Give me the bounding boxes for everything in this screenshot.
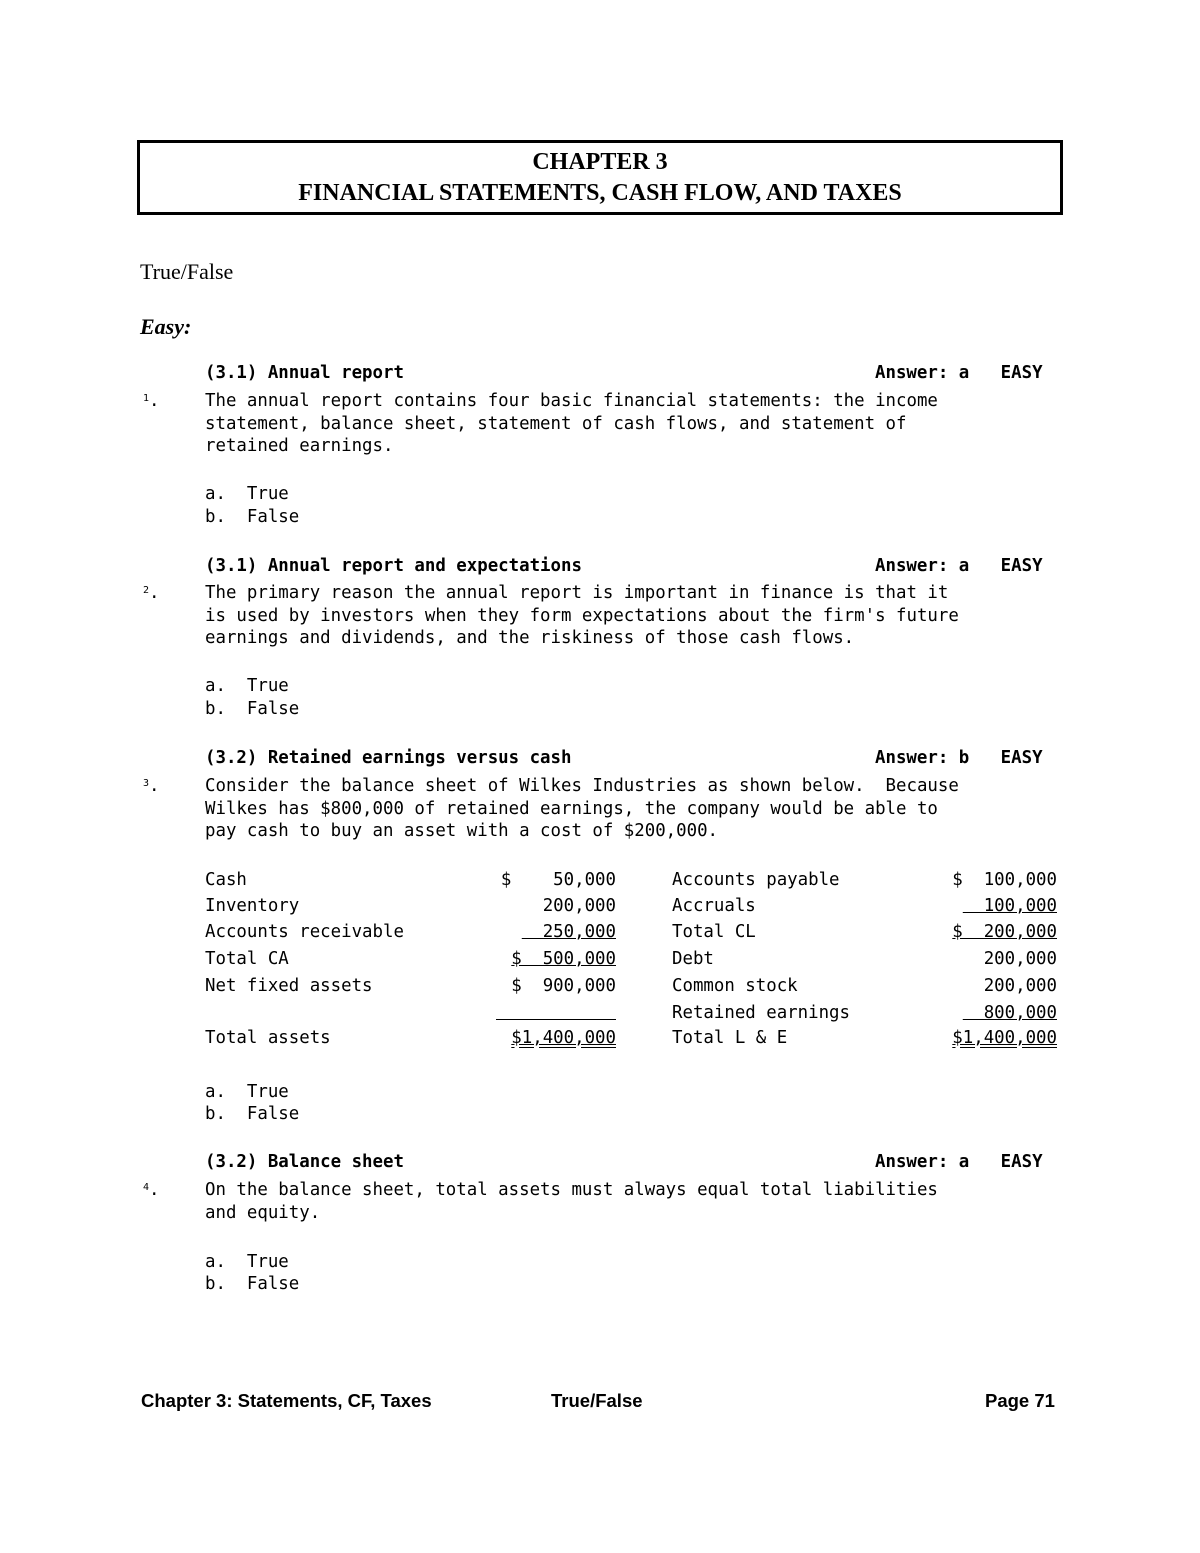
- asset-label: Accounts receivable: [205, 922, 404, 942]
- question-text: Consider the balance sheet of Wilkes Industries as shown below. Because Wilkes has $800,000 of retained earnings, the company would be able to pay cash to buy an asset with a cost of $200,000.: [205, 776, 959, 841]
- liability-value: 200,000: [983, 949, 1057, 969]
- asset-label: Total CA: [205, 949, 289, 969]
- section-heading: True/False: [140, 259, 234, 284]
- question-topic: (3.1) Annual report and expectations: [205, 556, 582, 576]
- liability-label: Accruals: [672, 896, 756, 916]
- asset-label: Cash: [205, 870, 247, 890]
- question-number: $^2$.: [143, 583, 160, 603]
- asset-value: 200,000: [542, 896, 616, 916]
- difficulty-heading: Easy:: [140, 314, 192, 339]
- liability-value: $ 100,000: [952, 870, 1057, 890]
- question-text: The annual report contains four basic financial statements: the income statement, balance sheet, statement of cash flows, and statement of retained earnings.: [205, 391, 938, 456]
- question-text: The primary reason the annual report is important in finance is that it is used by investors when they form expectations about the firm's future earnings and dividends, and the riskiness of those cash flows.: [205, 583, 959, 648]
- question-answer: Answer: a EASY: [875, 363, 1043, 383]
- asset-label: Net fixed assets: [205, 976, 373, 996]
- option-b: b. False: [205, 1274, 300, 1294]
- liability-value: $ 200,000: [952, 922, 1057, 942]
- footer-chapter: Chapter 3: Statements, CF, Taxes: [141, 1390, 432, 1411]
- question-answer: Answer: a EASY: [875, 1152, 1043, 1172]
- option-a: a. True: [205, 1082, 289, 1102]
- asset-value: $ 500,000: [511, 949, 616, 969]
- footer-page-number: Page 71: [985, 1390, 1055, 1411]
- option-b: b. False: [205, 1104, 300, 1124]
- liability-value: 800,000: [962, 1003, 1057, 1023]
- question-number: $^1$.: [143, 391, 160, 411]
- question-answer: Answer: a EASY: [875, 556, 1043, 576]
- asset-value: $1,400,000: [511, 1028, 616, 1048]
- chapter-number: CHAPTER 3: [532, 149, 668, 175]
- option-a: a. True: [205, 1252, 289, 1272]
- asset-value: 250,000: [521, 922, 616, 942]
- liability-label: Debt: [672, 949, 714, 969]
- subtotal-rule: [496, 1019, 616, 1020]
- question-topic: (3.1) Annual report: [205, 363, 404, 383]
- liability-value: $1,400,000: [952, 1028, 1057, 1048]
- liability-label: Retained earnings: [672, 1003, 850, 1023]
- asset-label: Inventory: [205, 896, 300, 916]
- question-number: $^4$.: [143, 1180, 160, 1200]
- question-topic: (3.2) Retained earnings versus cash: [205, 748, 572, 768]
- asset-value: $ 900,000: [511, 976, 616, 996]
- question-topic: (3.2) Balance sheet: [205, 1152, 404, 1172]
- liability-value: 100,000: [962, 896, 1057, 916]
- option-a: a. True: [205, 676, 289, 696]
- liability-label: Total L & E: [672, 1028, 788, 1048]
- asset-value: $ 50,000: [500, 870, 616, 890]
- question-number: $^3$.: [143, 776, 160, 796]
- liability-label: Common stock: [672, 976, 798, 996]
- option-b: b. False: [205, 699, 300, 719]
- question-text: On the balance sheet, total assets must always equal total liabilities and equity.: [205, 1180, 938, 1223]
- liability-label: Total CL: [672, 922, 756, 942]
- asset-label: Total assets: [205, 1028, 331, 1048]
- footer-section: True/False: [551, 1390, 643, 1411]
- liability-label: Accounts payable: [672, 870, 840, 890]
- option-a: a. True: [205, 484, 289, 504]
- chapter-title: FINANCIAL STATEMENTS, CASH FLOW, AND TAXES: [298, 180, 902, 206]
- liability-value: 200,000: [983, 976, 1057, 996]
- option-b: b. False: [205, 507, 300, 527]
- question-answer: Answer: b EASY: [875, 748, 1043, 768]
- chapter-header-box: [137, 140, 1063, 215]
